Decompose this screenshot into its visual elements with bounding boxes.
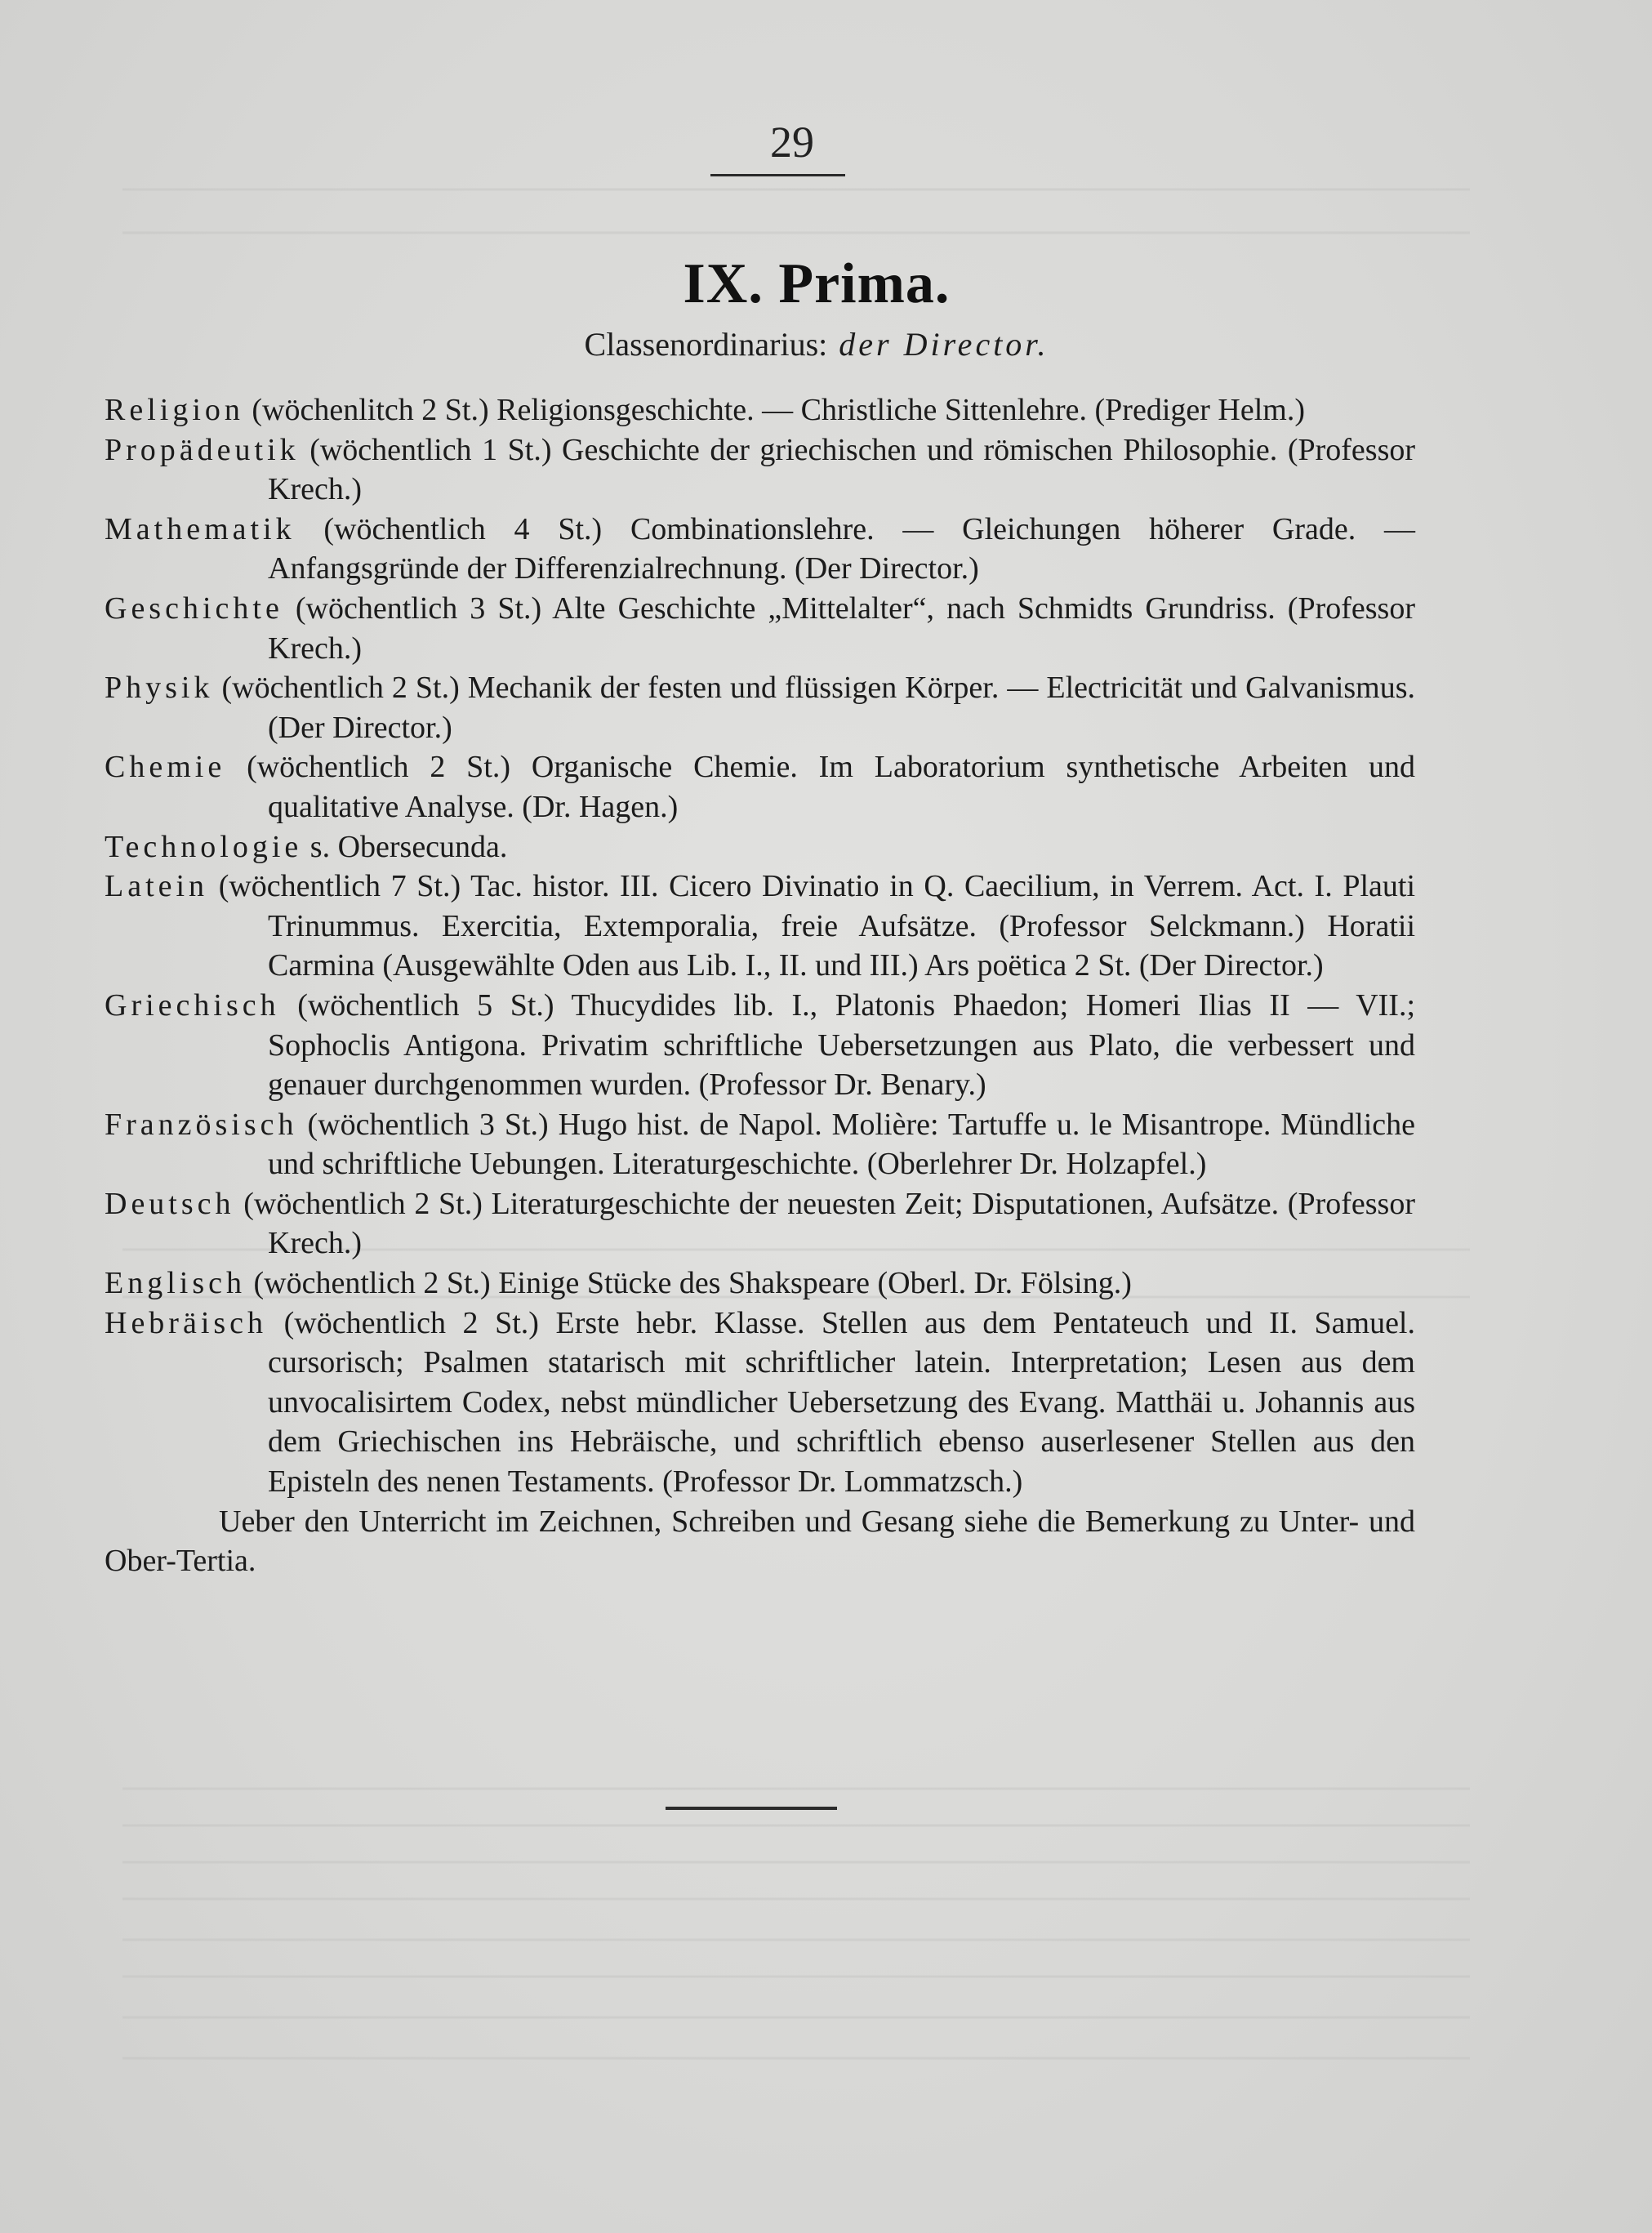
- entry-physik: [105, 668, 1415, 747]
- class-ordinarius-value: der Director.: [839, 326, 1049, 363]
- curriculum-list: [105, 390, 1415, 1581]
- subject-text: (wöchentlich 2 St.) Literaturgeschichte der neuesten Zeit; Disputationen, Aufsätze. (Professor Krech.): [243, 1186, 1416, 1261]
- subject-name: Chemie: [105, 750, 226, 785]
- subject-text: (wöchentlich 7 St.) Tac. histor. III. Cicero Divinatio in Q. Caecilium, in Verrem. Act. I. Plauti Trinummus. Exercitia, Extemporalia, freie Aufsätze. (Professor Selckmann.) Horatii Carmina (Ausgewählte Oden aus Lib. I., II. und III.) Ars poëtica 2 St. (Der Director.): [218, 869, 1416, 983]
- entry-hebraeisch: [105, 1304, 1415, 1502]
- entry-technologie: [105, 827, 1415, 867]
- subject-name: Deutsch: [105, 1186, 235, 1221]
- subject-name: Französisch: [105, 1107, 298, 1142]
- subject-text: (wöchentlich 3 St.) Hugo hist. de Napol. Molière: Tartuffe u. le Misantrope. Mündliche und schriftliche Uebungen. Literaturgeschichte. (Oberlehrer Dr. Holzapfel.): [268, 1107, 1416, 1182]
- subject-name: Mathematik: [105, 511, 296, 546]
- class-ordinarius-label: Classenordinarius:: [584, 326, 828, 363]
- end-rule: [666, 1807, 837, 1810]
- entry-franzoesisch: [105, 1105, 1415, 1184]
- subject-name: Hebräisch: [105, 1305, 268, 1340]
- entry-englisch: [105, 1264, 1415, 1304]
- subject-name: Physik: [105, 671, 214, 706]
- closing-remark: Ueber den Unterricht im Zeichnen, Schreiben und Gesang siehe die Bemerkung zu Unter- und Ober-Tertia.: [105, 1504, 1415, 1579]
- subject-text: (wöchenlitch 2 St.) Religionsgeschichte. — Christliche Sittenlehre. (Prediger Helm.): [252, 393, 1305, 427]
- subject-text: (wöchentlich 2 St.) Einige Stücke des Shakspeare (Oberl. Dr. Fölsing.): [253, 1266, 1132, 1301]
- subject-name: Propädeutik: [105, 432, 300, 467]
- subject-text: s. Obersecunda.: [309, 829, 508, 864]
- subject-text: (wöchentlich 5 St.) Thucydides lib. I., Platonis Phaedon; Homeri Ilias II — VII.; Sophoclis Antigona. Privatim schriftliche Uebersetzungen aus Plato, die verbessert und genauer durchgenommen wurden. (Professor Dr. Benary.): [268, 987, 1416, 1103]
- section-title: IX. Prima.: [683, 252, 951, 315]
- subject-name: Latein: [105, 869, 209, 904]
- subject-name: Geschichte: [105, 591, 283, 626]
- subject-text: (wöchentlich 4 St.) Combinationslehre. — Gleichungen höherer Grade. — Anfangsgründe der Differenzialrechnung. (Der Director.): [268, 511, 1416, 586]
- subject-text: (wöchentlich 1 St.) Geschichte der griechischen und römischen Philosophie. (Professor Krech.): [268, 432, 1416, 507]
- page-number-rule: [710, 174, 845, 176]
- subject-text: (wöchentlich 2 St.) Erste hebr. Klasse. Stellen aus dem Pentateuch und II. Samuel. cursorisch; Psalmen statarisch mit schriftlicher latein. Interpretation; Lesen aus dem unvocalisirtem Codex, nebst mündlicher Uebersetzung des Evang. Matthäi u. Johannis aus dem Griechischen ins Hebräische, und schriftlich ebenso auserlesener Stellen aus den Episteln des nenen Testaments. (Professor Dr. Lommatzsch.): [268, 1305, 1415, 1500]
- subject-name: Technologie: [105, 829, 303, 864]
- entry-propaedeutik: [105, 430, 1415, 510]
- subject-text: (wöchentlich 2 St.) Mechanik der festen und flüssigen Körper. — Electricität und Galvanismus. (Der Director.): [221, 671, 1416, 745]
- entry-deutsch: [105, 1184, 1415, 1264]
- subject-name: Griechisch: [105, 987, 280, 1023]
- entry-chemie: [105, 747, 1415, 827]
- entry-griechisch: [105, 986, 1415, 1105]
- class-ordinarius: [245, 325, 1388, 363]
- entry-religion: [105, 390, 1415, 430]
- subject-text: (wöchentlich 3 St.) Alte Geschichte „Mittelalter“, nach Schmidts Grundriss. (Professor Krech.): [268, 591, 1415, 666]
- page-number: 29: [770, 118, 814, 167]
- entry-mathematik: [105, 510, 1415, 589]
- subject-name: Religion: [105, 393, 244, 427]
- subject-text: (wöchentlich 2 St.) Organische Chemie. Im Laboratorium synthetische Arbeiten und qualitative Analyse. (Dr. Hagen.): [247, 750, 1415, 824]
- entry-latein: [105, 867, 1415, 986]
- entry-geschichte: [105, 589, 1415, 668]
- subject-name: Englisch: [105, 1266, 246, 1301]
